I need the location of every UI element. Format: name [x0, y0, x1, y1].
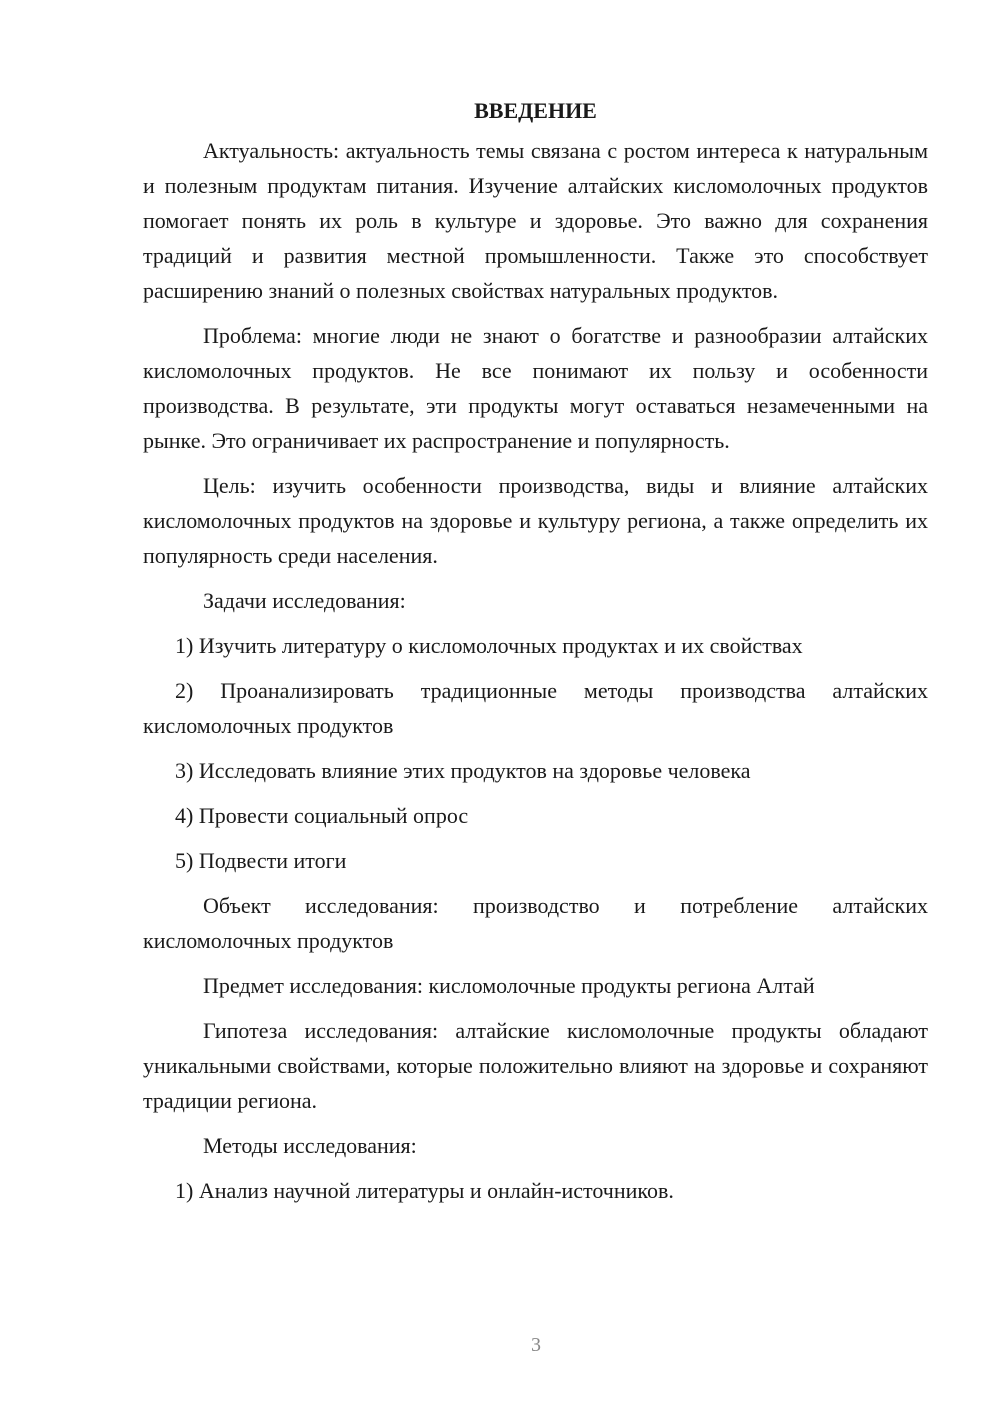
paragraph-goal: Цель: изучить особенности производства, виды и влияние алтайских кисломолочных продуктов на здоровье и культуру региона, а также определить их популярность среди населения.: [143, 473, 928, 568]
page-number: 3: [531, 1334, 541, 1356]
paragraph-hypothesis: Гипотеза исследования: алтайские кисломолочные продукты обладают уникальными свойствами, которые положительно влияют на здоровье и сохраняют традиции региона.: [143, 1018, 928, 1113]
section-heading: ВВЕДЕНИЕ: [474, 98, 597, 123]
paragraph-subject: Предмет исследования: кисломолочные продукты региона Алтай: [203, 973, 815, 998]
methods-title: Методы исследования:: [203, 1133, 417, 1158]
tasks-title: Задачи исследования:: [203, 588, 406, 613]
task-item-5: 5) Подвести итоги: [175, 848, 347, 873]
task-item-2: 2) Проанализировать традиционные методы производства алтайских кисломолочных продуктов: [143, 678, 928, 738]
method-item-1: 1) Анализ научной литературы и онлайн-источников.: [175, 1178, 674, 1203]
task-item-1: 1) Изучить литературу о кисломолочных продуктах и их свойствах: [175, 633, 803, 658]
task-item-3: 3) Исследовать влияние этих продуктов на здоровье человека: [175, 758, 751, 783]
paragraph-relevance: Актуальность: актуальность темы связана с ростом интереса к натуральным и полезным продуктам питания. Изучение алтайских кисломолочных продуктов помогает понять их роль в культуре и здоровье. Это важно для сохранения традиций и развития местной промышленности. Также это способствует расширению знаний о полезных свойствах натуральных продуктов.: [143, 138, 928, 303]
paragraph-problem: Проблема: многие люди не знают о богатстве и разнообразии алтайских кисломолочных продуктов. Не все понимают их пользу и особенности производства. В результате, эти продукты могут оставаться незамеченными на рынке. Это ограничивает их распространение и популярность.: [143, 323, 928, 453]
task-item-4: 4) Провести социальный опрос: [175, 803, 469, 828]
document-page: [143, 96, 928, 1218]
paragraph-object: Объект исследования: производство и потребление алтайских кисломолочных продуктов: [143, 893, 928, 953]
